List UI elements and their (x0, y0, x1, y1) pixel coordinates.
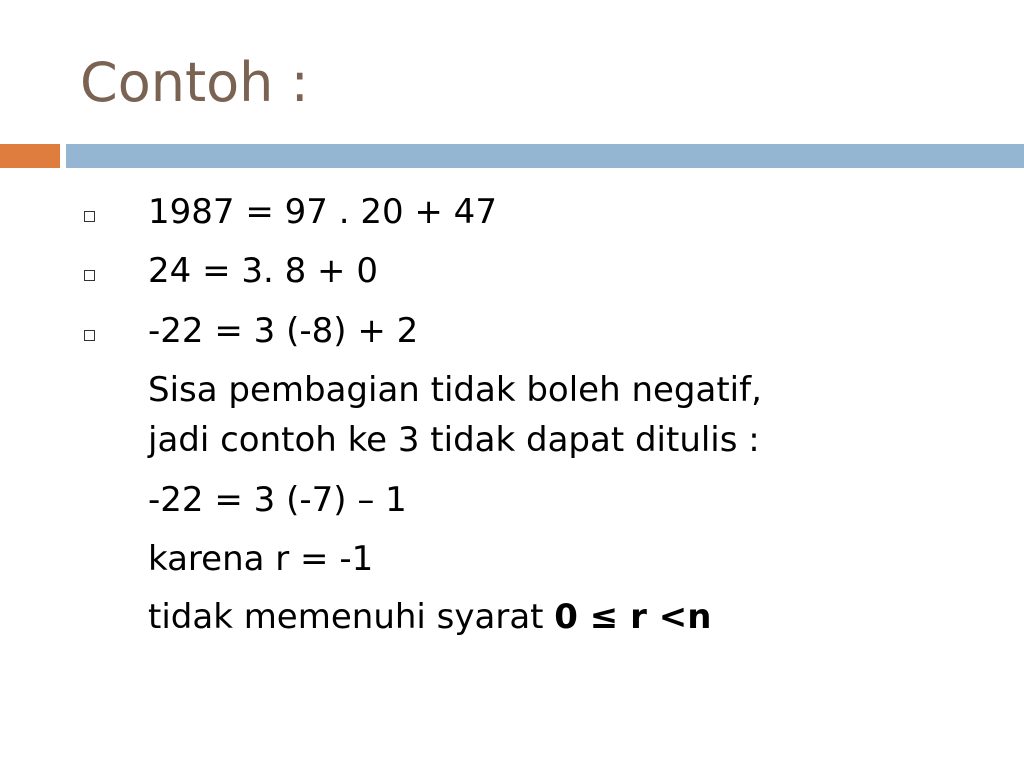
text-line: karena r = -1 (148, 539, 374, 579)
condition-formula: 0 ≤ r <n (554, 597, 712, 637)
text-line: Sisa pembagian tidak boleh negatif, (148, 370, 762, 410)
text-line: jadi contoh ke 3 tidak dapat ditulis : (148, 420, 760, 460)
text-line: -22 = 3 (-7) – 1 (148, 480, 407, 520)
title-divider-accent (0, 144, 60, 168)
condition-prefix: tidak memenuhi syarat (148, 597, 555, 637)
bullet-item: -22 = 3 (-8) + 2 (148, 311, 419, 351)
bullet-item: 24 = 3. 8 + 0 (148, 251, 378, 291)
slide-title: Contoh : (80, 51, 309, 114)
title-divider (66, 144, 1024, 168)
bullet-marker (84, 270, 95, 281)
condition-line (148, 593, 711, 641)
bullet-marker (84, 330, 95, 341)
bullet-marker (84, 211, 95, 222)
bullet-item: 1987 = 97 . 20 + 47 (148, 192, 497, 232)
